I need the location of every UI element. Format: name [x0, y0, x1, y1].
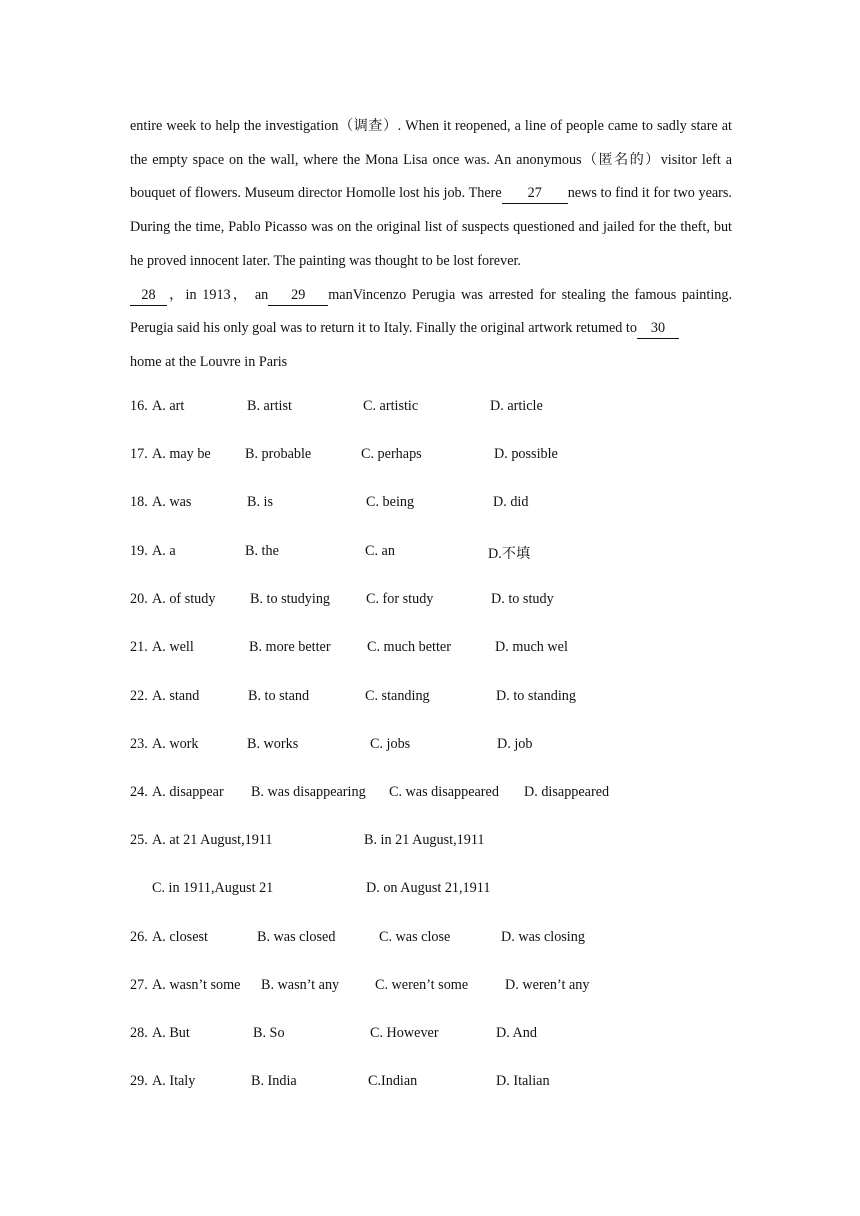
option-a: A. wasn’t some	[152, 977, 241, 993]
option-c: C. an	[365, 543, 395, 559]
passage-text: entire week to help the investigation（调查）. When it reopened, a line of people came to sadly stare at the empty space on the wall, where the Mona Lisa once was. An anonymous（匿名的）visitor left a bouquet of flowers. Museum director Homolle lost his job. There	[130, 118, 732, 202]
option-c: C. for study	[366, 591, 434, 607]
question-number: 29.	[130, 1073, 148, 1089]
option-d: D.不填	[488, 546, 531, 562]
option-b: B. India	[251, 1073, 297, 1089]
question-29	[130, 1073, 750, 1093]
option-b: B. works	[247, 736, 299, 752]
question-16	[130, 398, 750, 418]
passage-text: news to find it for two years. During the time, Pablo Picasso was on the original list of suspects questioned and jailed for the theft, but he proved innocent later. The painting was thought to be lost forever.	[130, 185, 732, 269]
question-18	[130, 494, 750, 514]
reading-passage	[130, 110, 732, 380]
question-number: 25.	[130, 832, 148, 848]
question-number: 27.	[130, 977, 148, 993]
option-c: C. was close	[379, 929, 451, 945]
option-a: A. may be	[152, 446, 211, 462]
question-number: 18.	[130, 494, 148, 510]
blank-27: 27	[502, 183, 568, 204]
option-c: C. was disappeared	[389, 784, 499, 800]
option-c: C. jobs	[370, 736, 411, 752]
question-27	[130, 977, 750, 997]
option-a: A. a	[152, 543, 176, 559]
question-28	[130, 1025, 750, 1045]
question-25-continued	[130, 880, 750, 900]
option-c: C. being	[366, 494, 415, 510]
question-number: 22.	[130, 688, 148, 704]
blank-28: 28	[130, 285, 167, 306]
question-19	[130, 543, 750, 563]
option-c: C. standing	[365, 688, 430, 704]
option-d: D. possible	[494, 446, 558, 462]
question-number: 26.	[130, 929, 148, 945]
option-d: D. much wel	[495, 639, 568, 655]
question-23	[130, 736, 750, 756]
option-c: C. weren’t some	[375, 977, 469, 993]
option-a: A. of study	[152, 591, 216, 607]
option-d: D. to standing	[496, 688, 576, 704]
option-d: D. on August 21,1911	[366, 880, 491, 896]
question-number: 17.	[130, 446, 148, 462]
question-22	[130, 688, 750, 708]
option-a: A. art	[152, 398, 185, 414]
option-b: B. to stand	[248, 688, 310, 704]
blank-29: 29	[268, 285, 328, 306]
question-number: 28.	[130, 1025, 148, 1041]
option-c: C.Indian	[368, 1073, 418, 1089]
question-number: 23.	[130, 736, 148, 752]
question-24	[130, 784, 750, 804]
option-b: B. is	[247, 494, 274, 510]
option-b: B. artist	[247, 398, 292, 414]
question-26	[130, 929, 750, 949]
option-b: B. So	[253, 1025, 285, 1041]
option-d: D. to study	[491, 591, 554, 607]
option-a: A. closest	[152, 929, 208, 945]
option-b: B. probable	[245, 446, 312, 462]
option-d: D. Italian	[496, 1073, 550, 1089]
option-a: A. work	[152, 736, 199, 752]
question-25	[130, 832, 750, 852]
question-17	[130, 446, 750, 466]
option-d: D. weren’t any	[505, 977, 590, 993]
option-a: A. disappear	[152, 784, 224, 800]
option-b: B. to studying	[250, 591, 331, 607]
option-d: D. was closing	[501, 929, 585, 945]
passage-text: ，in 1913， an	[167, 286, 269, 303]
option-d: D. And	[496, 1025, 537, 1041]
option-d: D. article	[490, 398, 543, 414]
option-c: C. However	[370, 1025, 439, 1041]
option-a: A. stand	[152, 688, 200, 704]
option-b: B. in 21 August,1911	[364, 832, 485, 848]
option-b: B. more better	[249, 639, 331, 655]
option-d: D. job	[497, 736, 533, 752]
option-a: A. at 21 August,1911	[152, 832, 273, 848]
question-21	[130, 639, 750, 659]
question-20	[130, 591, 750, 611]
passage-text: manVincenzo Perugia was arrested for stealing the famous painting. Perugia said his only goal was to return it to Italy. Finally the original artwork retumed to	[130, 286, 732, 337]
question-number: 19.	[130, 543, 148, 559]
option-a: A. But	[152, 1025, 190, 1041]
option-c: C. in 1911,August 21	[152, 880, 274, 896]
option-b: B. the	[245, 543, 279, 559]
question-number: 24.	[130, 784, 148, 800]
option-a: A. well	[152, 639, 194, 655]
option-d: D. disappeared	[524, 784, 610, 800]
option-c: C. much better	[367, 639, 451, 655]
option-c: C. perhaps	[361, 446, 422, 462]
option-b: B. was disappearing	[251, 784, 366, 800]
option-b: B. was closed	[257, 929, 336, 945]
question-number: 21.	[130, 639, 148, 655]
blank-30: 30	[637, 318, 679, 339]
passage-text: home at the Louvre in Paris	[130, 353, 288, 370]
option-d: D. did	[493, 494, 529, 510]
option-b: B. wasn’t any	[261, 977, 340, 993]
option-a: A. Italy	[152, 1073, 196, 1089]
question-number: 16.	[130, 398, 148, 414]
option-a: A. was	[152, 494, 192, 510]
question-number: 20.	[130, 591, 148, 607]
option-c: C. artistic	[363, 398, 419, 414]
